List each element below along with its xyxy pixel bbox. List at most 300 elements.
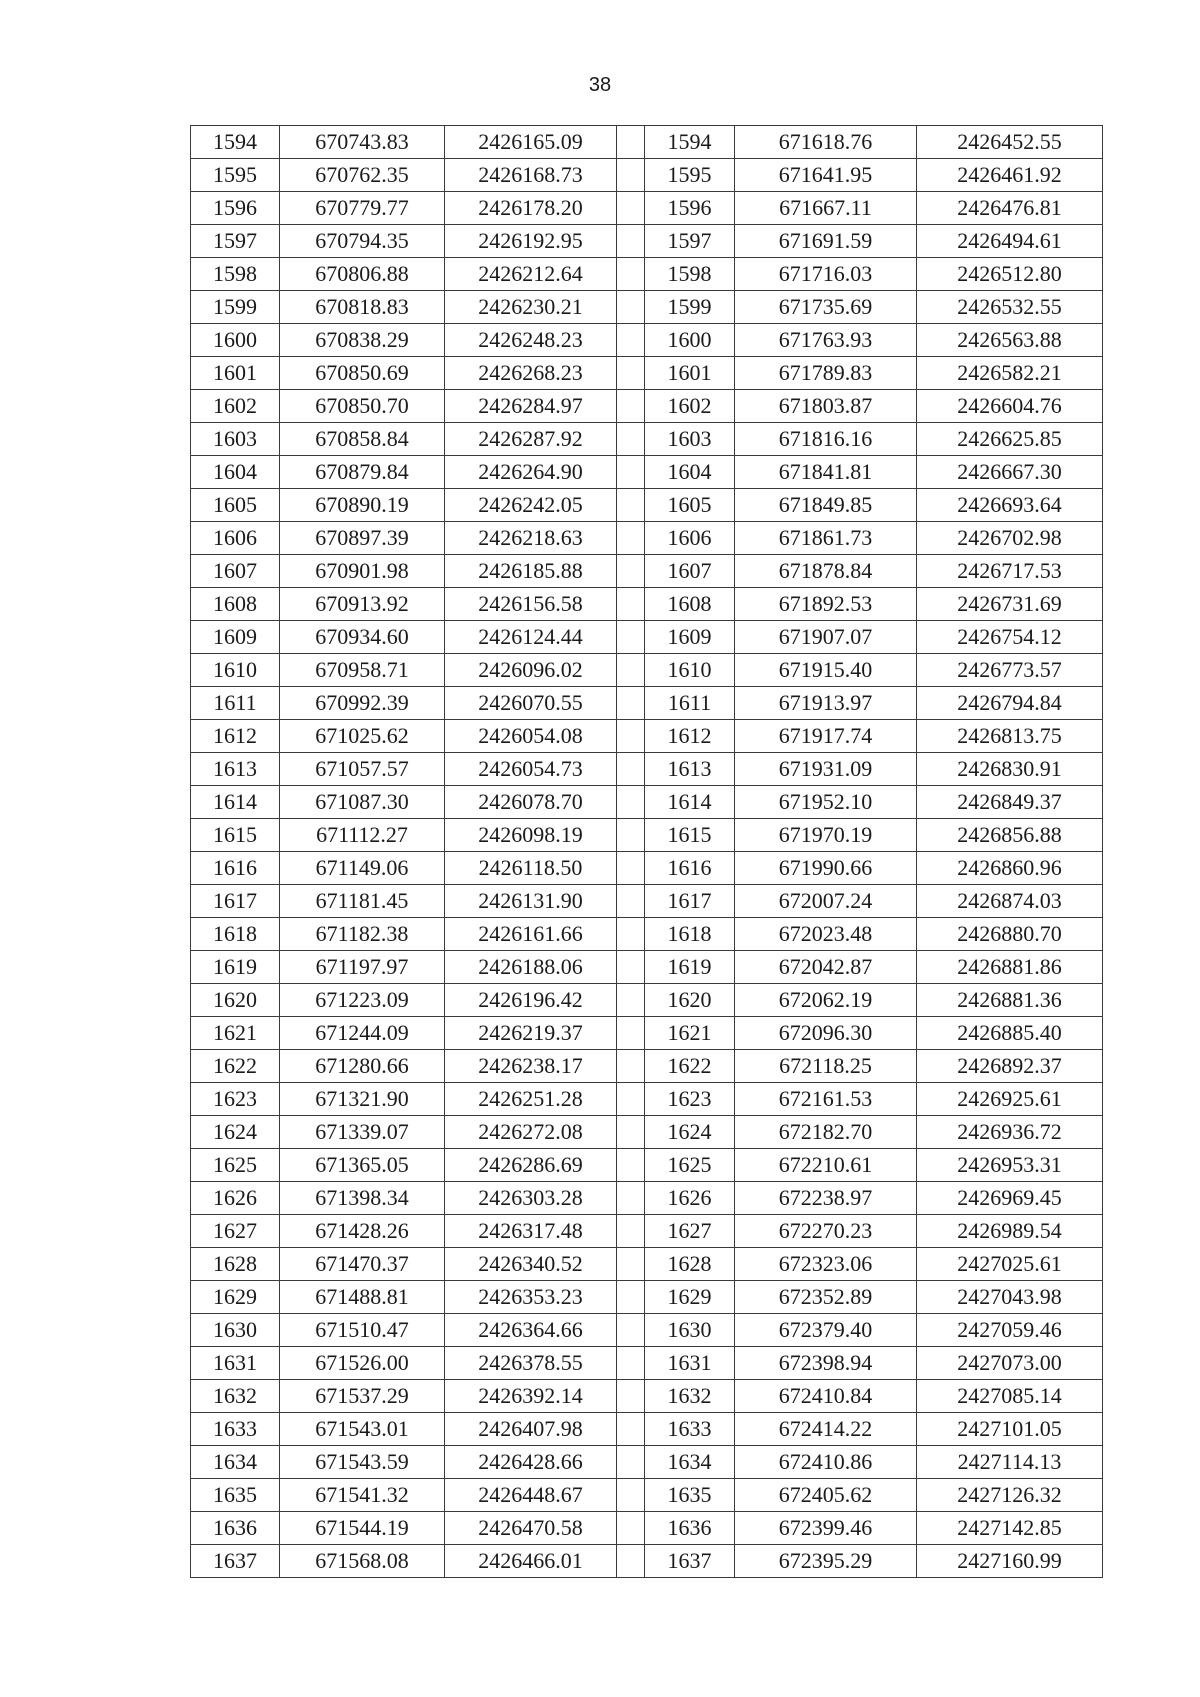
left-y-coordinate: 2426118.50 [445,852,617,885]
table-row [191,258,1103,291]
left-x-coordinate: 670992.39 [280,687,445,720]
right-point-id: 1602 [645,390,735,423]
left-x-coordinate: 670779.77 [280,192,445,225]
right-x-coordinate: 672410.86 [735,1446,917,1479]
left-x-coordinate: 671280.66 [280,1050,445,1083]
right-point-id: 1629 [645,1281,735,1314]
right-y-coordinate: 2426860.96 [917,852,1103,885]
right-y-coordinate: 2426563.88 [917,324,1103,357]
right-x-coordinate: 671716.03 [735,258,917,291]
right-x-coordinate: 671913.97 [735,687,917,720]
left-y-coordinate: 2426248.23 [445,324,617,357]
table-row [191,1182,1103,1215]
right-x-coordinate: 671907.07 [735,621,917,654]
separator-cell [617,291,645,324]
right-y-coordinate: 2426794.84 [917,687,1103,720]
right-x-coordinate: 672042.87 [735,951,917,984]
right-x-coordinate: 672023.48 [735,918,917,951]
left-y-coordinate: 2426096.02 [445,654,617,687]
left-x-coordinate: 671087.30 [280,786,445,819]
table-row [191,1512,1103,1545]
left-point-id: 1621 [191,1017,280,1050]
separator-cell [617,1479,645,1512]
left-point-id: 1598 [191,258,280,291]
table-row [191,291,1103,324]
left-x-coordinate: 671223.09 [280,984,445,1017]
table-row [191,324,1103,357]
right-y-coordinate: 2427059.46 [917,1314,1103,1347]
right-x-coordinate: 671952.10 [735,786,917,819]
right-point-id: 1609 [645,621,735,654]
table-row [191,1446,1103,1479]
table-row [191,390,1103,423]
left-y-coordinate: 2426303.28 [445,1182,617,1215]
left-y-coordinate: 2426078.70 [445,786,617,819]
right-point-id: 1631 [645,1347,735,1380]
left-y-coordinate: 2426192.95 [445,225,617,258]
separator-cell [617,588,645,621]
left-point-id: 1615 [191,819,280,852]
right-point-id: 1613 [645,753,735,786]
separator-cell [617,1116,645,1149]
right-y-coordinate: 2426582.21 [917,357,1103,390]
separator-cell [617,1248,645,1281]
table-row [191,951,1103,984]
coordinates-table-body [191,126,1103,1578]
table-row [191,654,1103,687]
table-row [191,753,1103,786]
left-x-coordinate: 670850.69 [280,357,445,390]
right-x-coordinate: 672410.84 [735,1380,917,1413]
table-row [191,1083,1103,1116]
left-y-coordinate: 2426378.55 [445,1347,617,1380]
right-x-coordinate: 672210.61 [735,1149,917,1182]
separator-cell [617,225,645,258]
right-y-coordinate: 2426512.80 [917,258,1103,291]
left-point-id: 1632 [191,1380,280,1413]
table-row [191,786,1103,819]
left-y-coordinate: 2426272.08 [445,1116,617,1149]
right-y-coordinate: 2426731.69 [917,588,1103,621]
right-point-id: 1603 [645,423,735,456]
table-row [191,126,1103,159]
right-x-coordinate: 671641.95 [735,159,917,192]
right-point-id: 1620 [645,984,735,1017]
left-y-coordinate: 2426156.58 [445,588,617,621]
table-row [191,159,1103,192]
left-point-id: 1611 [191,687,280,720]
right-y-coordinate: 2426969.45 [917,1182,1103,1215]
right-point-id: 1595 [645,159,735,192]
left-x-coordinate: 671197.97 [280,951,445,984]
left-x-coordinate: 671365.05 [280,1149,445,1182]
right-point-id: 1604 [645,456,735,489]
separator-cell [617,1182,645,1215]
right-y-coordinate: 2426717.53 [917,555,1103,588]
right-x-coordinate: 671990.66 [735,852,917,885]
right-y-coordinate: 2426874.03 [917,885,1103,918]
left-point-id: 1609 [191,621,280,654]
right-x-coordinate: 672323.06 [735,1248,917,1281]
right-y-coordinate: 2426625.85 [917,423,1103,456]
table-row [191,720,1103,753]
table-row [191,1215,1103,1248]
left-y-coordinate: 2426392.14 [445,1380,617,1413]
separator-cell [617,258,645,291]
right-x-coordinate: 671878.84 [735,555,917,588]
right-point-id: 1612 [645,720,735,753]
left-point-id: 1635 [191,1479,280,1512]
right-y-coordinate: 2427085.14 [917,1380,1103,1413]
separator-cell [617,1050,645,1083]
separator-cell [617,1512,645,1545]
left-y-coordinate: 2426178.20 [445,192,617,225]
left-point-id: 1620 [191,984,280,1017]
left-x-coordinate: 671488.81 [280,1281,445,1314]
table-row [191,1413,1103,1446]
left-y-coordinate: 2426070.55 [445,687,617,720]
right-y-coordinate: 2426773.57 [917,654,1103,687]
right-y-coordinate: 2426892.37 [917,1050,1103,1083]
right-point-id: 1633 [645,1413,735,1446]
right-x-coordinate: 671803.87 [735,390,917,423]
right-point-id: 1614 [645,786,735,819]
separator-cell [617,555,645,588]
left-x-coordinate: 670958.71 [280,654,445,687]
left-y-coordinate: 2426230.21 [445,291,617,324]
table-row [191,192,1103,225]
left-x-coordinate: 670858.84 [280,423,445,456]
left-x-coordinate: 670934.60 [280,621,445,654]
right-x-coordinate: 672118.25 [735,1050,917,1083]
right-y-coordinate: 2426476.81 [917,192,1103,225]
separator-cell [617,192,645,225]
page-number: 38 [588,74,612,96]
right-y-coordinate: 2426953.31 [917,1149,1103,1182]
right-point-id: 1596 [645,192,735,225]
right-x-coordinate: 672395.29 [735,1545,917,1578]
left-point-id: 1619 [191,951,280,984]
right-y-coordinate: 2426813.75 [917,720,1103,753]
left-point-id: 1600 [191,324,280,357]
right-y-coordinate: 2427101.05 [917,1413,1103,1446]
left-y-coordinate: 2426466.01 [445,1545,617,1578]
separator-cell [617,1149,645,1182]
separator-cell [617,423,645,456]
left-point-id: 1607 [191,555,280,588]
left-y-coordinate: 2426284.97 [445,390,617,423]
left-y-coordinate: 2426251.28 [445,1083,617,1116]
left-point-id: 1604 [191,456,280,489]
right-y-coordinate: 2426830.91 [917,753,1103,786]
left-point-id: 1628 [191,1248,280,1281]
left-y-coordinate: 2426054.08 [445,720,617,753]
left-point-id: 1608 [191,588,280,621]
right-point-id: 1627 [645,1215,735,1248]
right-y-coordinate: 2426925.61 [917,1083,1103,1116]
left-point-id: 1599 [191,291,280,324]
right-point-id: 1600 [645,324,735,357]
right-x-coordinate: 672270.23 [735,1215,917,1248]
right-y-coordinate: 2427043.98 [917,1281,1103,1314]
right-y-coordinate: 2426881.36 [917,984,1103,1017]
right-x-coordinate: 671861.73 [735,522,917,555]
table-row [191,1149,1103,1182]
right-x-coordinate: 671735.69 [735,291,917,324]
left-y-coordinate: 2426185.88 [445,555,617,588]
left-x-coordinate: 671339.07 [280,1116,445,1149]
left-x-coordinate: 670743.83 [280,126,445,159]
right-y-coordinate: 2426885.40 [917,1017,1103,1050]
left-point-id: 1612 [191,720,280,753]
left-point-id: 1606 [191,522,280,555]
left-x-coordinate: 670913.92 [280,588,445,621]
left-point-id: 1623 [191,1083,280,1116]
table-row [191,852,1103,885]
left-point-id: 1602 [191,390,280,423]
right-point-id: 1610 [645,654,735,687]
left-point-id: 1637 [191,1545,280,1578]
left-x-coordinate: 671398.34 [280,1182,445,1215]
left-y-coordinate: 2426364.66 [445,1314,617,1347]
table-row [191,555,1103,588]
right-point-id: 1624 [645,1116,735,1149]
separator-cell [617,885,645,918]
separator-cell [617,390,645,423]
left-y-coordinate: 2426448.67 [445,1479,617,1512]
right-y-coordinate: 2427160.99 [917,1545,1103,1578]
left-x-coordinate: 671543.01 [280,1413,445,1446]
left-x-coordinate: 671543.59 [280,1446,445,1479]
left-y-coordinate: 2426168.73 [445,159,617,192]
separator-cell [617,1446,645,1479]
separator-cell [617,720,645,753]
left-x-coordinate: 670806.88 [280,258,445,291]
left-x-coordinate: 671526.00 [280,1347,445,1380]
separator-cell [617,1347,645,1380]
table-row [191,1281,1103,1314]
table-row [191,588,1103,621]
left-x-coordinate: 670794.35 [280,225,445,258]
right-x-coordinate: 672352.89 [735,1281,917,1314]
right-point-id: 1618 [645,918,735,951]
right-y-coordinate: 2426856.88 [917,819,1103,852]
separator-cell [617,159,645,192]
right-point-id: 1605 [645,489,735,522]
right-point-id: 1597 [645,225,735,258]
left-point-id: 1631 [191,1347,280,1380]
table-row [191,1545,1103,1578]
left-y-coordinate: 2426353.23 [445,1281,617,1314]
separator-cell [617,687,645,720]
left-x-coordinate: 671181.45 [280,885,445,918]
right-x-coordinate: 672161.53 [735,1083,917,1116]
right-point-id: 1611 [645,687,735,720]
right-y-coordinate: 2426849.37 [917,786,1103,819]
separator-cell [617,1017,645,1050]
separator-cell [617,1545,645,1578]
right-y-coordinate: 2427126.32 [917,1479,1103,1512]
separator-cell [617,126,645,159]
left-y-coordinate: 2426161.66 [445,918,617,951]
left-x-coordinate: 671057.57 [280,753,445,786]
right-x-coordinate: 672379.40 [735,1314,917,1347]
separator-cell [617,324,645,357]
table-row [191,819,1103,852]
separator-cell [617,456,645,489]
right-x-coordinate: 671763.93 [735,324,917,357]
separator-cell [617,357,645,390]
left-x-coordinate: 671537.29 [280,1380,445,1413]
table-row [191,456,1103,489]
left-x-coordinate: 671541.32 [280,1479,445,1512]
right-point-id: 1635 [645,1479,735,1512]
right-y-coordinate: 2427025.61 [917,1248,1103,1281]
left-point-id: 1595 [191,159,280,192]
right-x-coordinate: 672238.97 [735,1182,917,1215]
left-point-id: 1629 [191,1281,280,1314]
right-x-coordinate: 671789.83 [735,357,917,390]
right-x-coordinate: 671849.85 [735,489,917,522]
left-y-coordinate: 2426218.63 [445,522,617,555]
table-row [191,522,1103,555]
left-y-coordinate: 2426212.64 [445,258,617,291]
left-point-id: 1601 [191,357,280,390]
separator-cell [617,1314,645,1347]
left-point-id: 1616 [191,852,280,885]
right-x-coordinate: 671841.81 [735,456,917,489]
right-point-id: 1607 [645,555,735,588]
right-y-coordinate: 2427114.13 [917,1446,1103,1479]
left-x-coordinate: 671182.38 [280,918,445,951]
right-point-id: 1626 [645,1182,735,1215]
right-x-coordinate: 672414.22 [735,1413,917,1446]
left-y-coordinate: 2426286.69 [445,1149,617,1182]
table-row [191,1017,1103,1050]
separator-cell [617,1380,645,1413]
right-point-id: 1628 [645,1248,735,1281]
right-y-coordinate: 2426754.12 [917,621,1103,654]
separator-cell [617,1215,645,1248]
left-x-coordinate: 670897.39 [280,522,445,555]
right-y-coordinate: 2426881.86 [917,951,1103,984]
separator-cell [617,984,645,1017]
right-x-coordinate: 671931.09 [735,753,917,786]
separator-cell [617,489,645,522]
right-y-coordinate: 2426989.54 [917,1215,1103,1248]
right-y-coordinate: 2426880.70 [917,918,1103,951]
left-point-id: 1634 [191,1446,280,1479]
left-point-id: 1627 [191,1215,280,1248]
left-y-coordinate: 2426098.19 [445,819,617,852]
right-x-coordinate: 672182.70 [735,1116,917,1149]
left-y-coordinate: 2426340.52 [445,1248,617,1281]
right-y-coordinate: 2426461.92 [917,159,1103,192]
left-point-id: 1622 [191,1050,280,1083]
table-row [191,1347,1103,1380]
right-x-coordinate: 671915.40 [735,654,917,687]
coordinates-table [190,125,1103,1578]
separator-cell [617,753,645,786]
separator-cell [617,1083,645,1116]
left-y-coordinate: 2426124.44 [445,621,617,654]
right-y-coordinate: 2426693.64 [917,489,1103,522]
left-y-coordinate: 2426188.06 [445,951,617,984]
left-point-id: 1624 [191,1116,280,1149]
right-point-id: 1619 [645,951,735,984]
left-point-id: 1625 [191,1149,280,1182]
right-x-coordinate: 672405.62 [735,1479,917,1512]
right-x-coordinate: 672007.24 [735,885,917,918]
separator-cell [617,918,645,951]
left-y-coordinate: 2426264.90 [445,456,617,489]
right-point-id: 1632 [645,1380,735,1413]
left-y-coordinate: 2426317.48 [445,1215,617,1248]
table-row [191,1380,1103,1413]
table-row [191,1116,1103,1149]
right-y-coordinate: 2426452.55 [917,126,1103,159]
left-x-coordinate: 670838.29 [280,324,445,357]
separator-cell [617,1413,645,1446]
right-point-id: 1623 [645,1083,735,1116]
left-point-id: 1618 [191,918,280,951]
right-y-coordinate: 2426667.30 [917,456,1103,489]
left-point-id: 1626 [191,1182,280,1215]
right-point-id: 1634 [645,1446,735,1479]
left-y-coordinate: 2426407.98 [445,1413,617,1446]
right-y-coordinate: 2427073.00 [917,1347,1103,1380]
left-point-id: 1613 [191,753,280,786]
left-x-coordinate: 671470.37 [280,1248,445,1281]
right-y-coordinate: 2426702.98 [917,522,1103,555]
table-row [191,423,1103,456]
separator-cell [617,654,645,687]
right-point-id: 1594 [645,126,735,159]
left-x-coordinate: 671025.62 [280,720,445,753]
left-point-id: 1617 [191,885,280,918]
table-row [191,1314,1103,1347]
left-point-id: 1594 [191,126,280,159]
right-point-id: 1598 [645,258,735,291]
right-point-id: 1606 [645,522,735,555]
left-x-coordinate: 671544.19 [280,1512,445,1545]
table-row [191,1248,1103,1281]
table-row [191,918,1103,951]
left-point-id: 1614 [191,786,280,819]
left-x-coordinate: 671428.26 [280,1215,445,1248]
separator-cell [617,786,645,819]
right-x-coordinate: 672062.19 [735,984,917,1017]
right-point-id: 1615 [645,819,735,852]
left-y-coordinate: 2426131.90 [445,885,617,918]
left-x-coordinate: 671510.47 [280,1314,445,1347]
left-x-coordinate: 670762.35 [280,159,445,192]
left-point-id: 1633 [191,1413,280,1446]
left-point-id: 1605 [191,489,280,522]
separator-cell [617,852,645,885]
left-x-coordinate: 670818.83 [280,291,445,324]
separator-cell [617,819,645,852]
right-x-coordinate: 671618.76 [735,126,917,159]
left-y-coordinate: 2426196.42 [445,984,617,1017]
right-y-coordinate: 2426604.76 [917,390,1103,423]
right-point-id: 1622 [645,1050,735,1083]
right-x-coordinate: 672096.30 [735,1017,917,1050]
left-point-id: 1610 [191,654,280,687]
left-point-id: 1630 [191,1314,280,1347]
separator-cell [617,951,645,984]
left-y-coordinate: 2426238.17 [445,1050,617,1083]
